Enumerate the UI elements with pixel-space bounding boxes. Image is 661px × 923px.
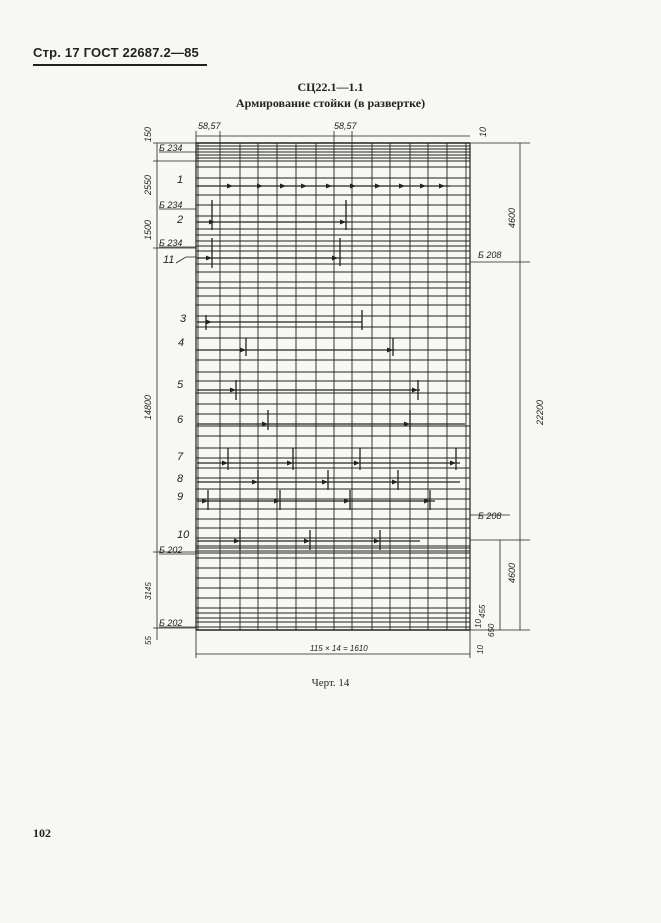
rebar-arrow	[206, 256, 212, 261]
bar-label-b208-1: Б 208	[478, 250, 502, 260]
rebar-arrow	[350, 184, 356, 189]
dim-150: 150	[143, 126, 153, 142]
dim-top-left: 58,57	[198, 121, 221, 131]
bar-label-b234-1: Б 234	[159, 143, 183, 153]
rebar-arrow	[332, 256, 338, 261]
position-7: 7	[177, 451, 184, 463]
rebar-arrow	[420, 184, 426, 189]
rebar-arrow	[257, 184, 263, 189]
rebar-arrow	[354, 461, 360, 466]
rebar-arrow	[322, 480, 328, 485]
bar-label-b234-3: Б 234	[159, 238, 183, 248]
rebar-arrow	[304, 539, 310, 544]
dim-455: 455	[478, 604, 487, 618]
rebar-arrow	[287, 461, 293, 466]
dim-22200: 22200	[535, 399, 545, 425]
rebar-arrow	[227, 184, 233, 189]
position-8: 8	[177, 473, 184, 485]
bar-label-b208-2: Б 208	[478, 511, 502, 521]
dim-bottom-10: 10	[476, 645, 485, 654]
position-2: 2	[177, 214, 184, 226]
dim-650: 650	[487, 623, 496, 637]
rebar-arrow	[230, 388, 236, 393]
dim-2550: 2550	[143, 174, 153, 195]
rebar-arrow	[222, 461, 228, 466]
drawing-title: Армирование стойки (в развертке)	[235, 96, 426, 110]
dim-top-10: 10	[478, 126, 488, 137]
drawing-code: СЦ22.1—1.1	[297, 80, 364, 94]
rebar-arrow	[252, 480, 258, 485]
dim-top-mid: 58,57	[334, 121, 357, 131]
rebar-arrow	[450, 461, 456, 466]
bar-label-b234-2: Б 234	[159, 200, 183, 210]
position-3: 3	[180, 313, 187, 325]
leader-line	[176, 257, 196, 263]
dim-3145: 3145	[144, 582, 153, 600]
rebar-arrow	[374, 539, 380, 544]
rebar-arrow	[340, 220, 346, 225]
rebar-arrow	[234, 539, 240, 544]
position-4: 4	[178, 337, 185, 349]
dim-55: 55	[144, 636, 153, 645]
dim-14800: 14800	[143, 394, 153, 420]
rebar-arrow	[412, 388, 418, 393]
dim-bottom: 115 × 14 = 1610	[310, 644, 368, 653]
rebar-arrow	[326, 184, 332, 189]
rebar-arrow	[439, 184, 445, 189]
rebar-arrow	[375, 184, 381, 189]
position-1: 1	[177, 174, 184, 186]
figure-caption: Черт. 14	[311, 677, 350, 689]
rebar-arrow	[206, 320, 212, 325]
rebar-arrow	[280, 184, 286, 189]
rebar-arrow	[301, 184, 307, 189]
rebar-arrow	[399, 184, 405, 189]
position-11: 11	[163, 254, 175, 266]
position-10: 10	[177, 529, 190, 541]
dim-4600-bottom: 4600	[507, 562, 517, 583]
bar-label-b202-2: Б 202	[159, 618, 183, 628]
position-5: 5	[177, 379, 184, 391]
page-number: 102	[33, 826, 51, 840]
bar-label-b202-1: Б 202	[159, 545, 183, 555]
rebar-arrow	[240, 348, 246, 353]
dim-4600-top: 4600	[507, 207, 517, 228]
dim-1500: 1500	[143, 219, 153, 240]
page-header: Стр. 17 ГОСТ 22687.2—85	[33, 45, 199, 60]
position-6: 6	[177, 414, 184, 426]
rebar-arrow	[392, 480, 398, 485]
position-9: 9	[177, 491, 184, 503]
dim-10-right: 10	[474, 619, 483, 628]
